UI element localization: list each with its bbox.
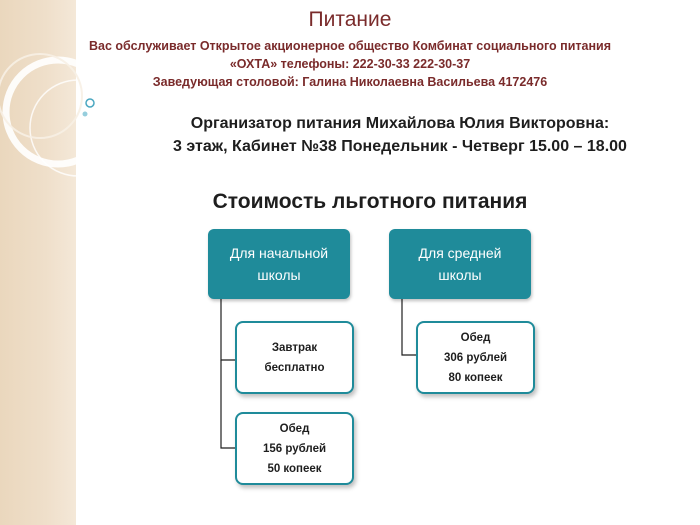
page-title: Питание <box>308 8 392 31</box>
secondary-lunch-line-3: 80 копеек <box>448 371 503 384</box>
secondary-lunch-line-1: Обед <box>460 331 491 344</box>
connector-secondary-1 <box>402 299 417 355</box>
primary-lunch-line-3: 50 копеек <box>267 462 322 475</box>
connector-primary-1 <box>221 299 236 360</box>
schedule-line: 3 этаж, Кабинет №38 Понедельник - Четверг 15.00 – 18.00 <box>173 138 627 155</box>
secondary-lunch-line-2: 306 рублей <box>443 351 508 364</box>
primary-lunch-line-1: Обед <box>279 422 310 435</box>
breakfast-box <box>235 321 354 394</box>
secondary-school-node <box>389 229 531 299</box>
provider-line: Вас обслуживает Открытое акционерное общество Комбинат социального питания <box>89 39 611 53</box>
primary-school-node <box>208 229 350 299</box>
breakfast-line-2: бесплатно <box>264 361 325 374</box>
contacts-line: «ОХТА» телефоны: 222-30-33 222-30-37 <box>229 57 471 71</box>
secondary-lunch-box <box>416 321 535 394</box>
connector-primary-2 <box>221 360 236 448</box>
primary-lunch-line-2: 156 рублей <box>262 442 327 455</box>
secondary-school-label: Для средней школы <box>418 245 502 283</box>
primary-lunch-box <box>235 412 354 485</box>
section-heading: Стоимость льготного питания <box>212 190 528 213</box>
organizer-line: Организатор питания Михайлова Юлия Викторовна: <box>190 115 610 132</box>
primary-school-label: Для начальной школы <box>229 245 329 283</box>
manager-line: Заведующая столовой: Галина Николаевна Васильева 4172476 <box>152 75 548 89</box>
breakfast-line-1: Завтрак <box>271 341 318 354</box>
